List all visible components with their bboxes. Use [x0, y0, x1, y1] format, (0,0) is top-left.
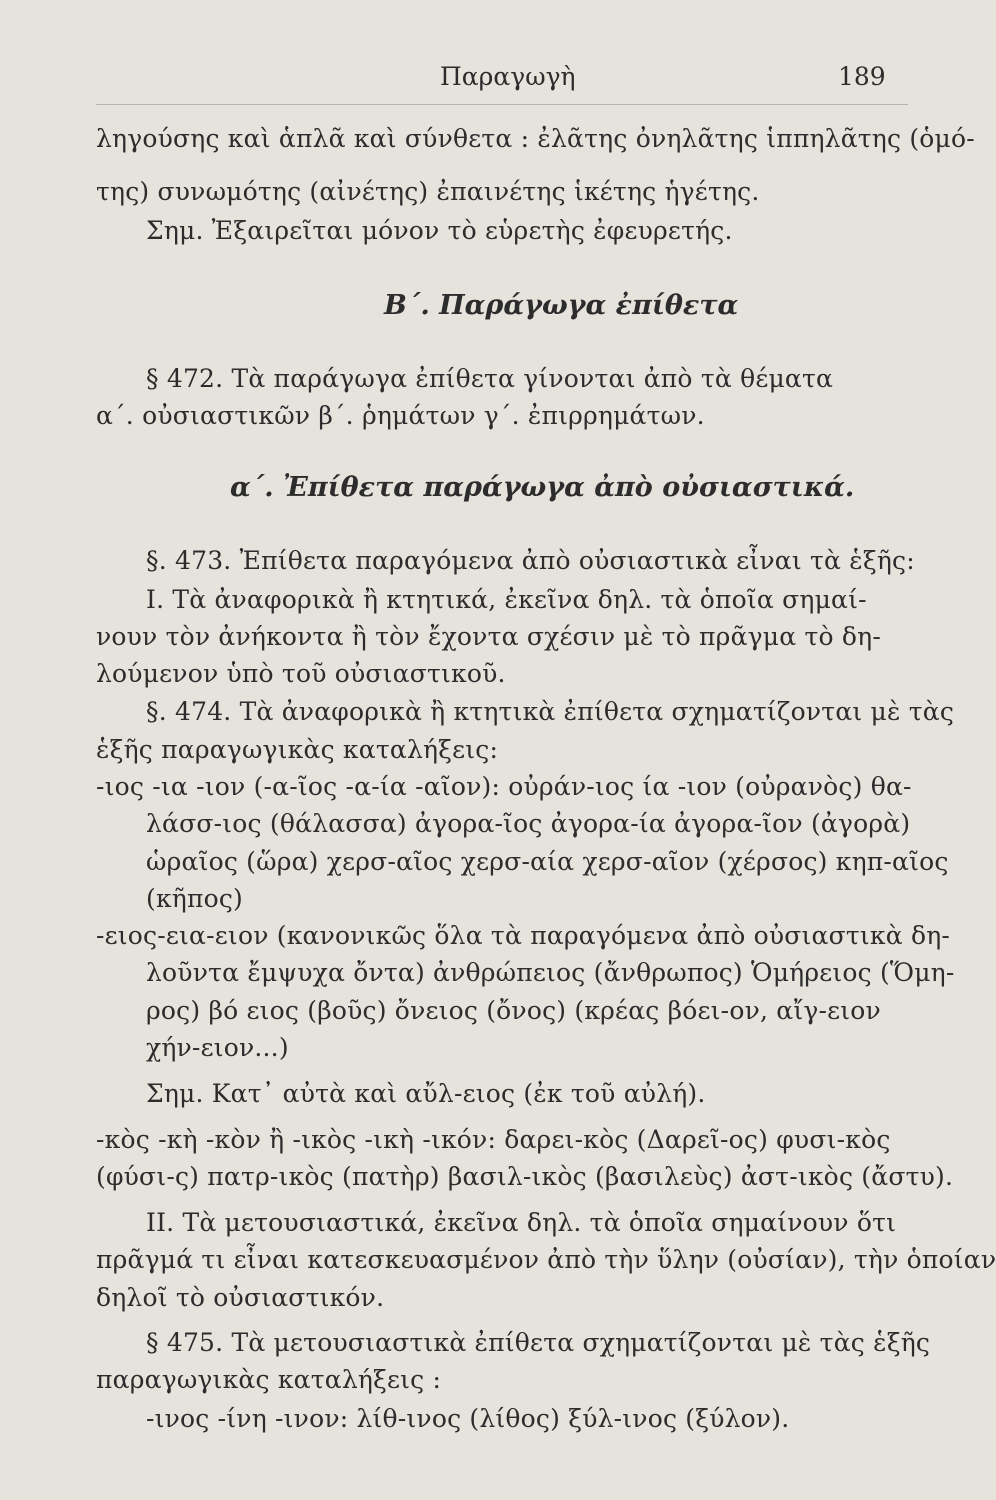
- text-line: νουν τὸν ἀνήκοντα ἢ τὸν ἔχοντα σχέσιν μὲ τὸ πρᾶγμα τὸ δη-: [96, 622, 881, 651]
- text-line: λούμενον ὑπὸ τοῦ οὐσιαστικοῦ.: [96, 659, 506, 688]
- text-line: ρος) βό ειος (βοῦς) ὄνειος (ὄνος) (κρέας βόει-ον, αἴγ-ειον: [146, 996, 881, 1025]
- text-line: χήν-ειον...): [146, 1033, 289, 1062]
- text-line: I. Τὰ ἀναφορικὰ ἢ κτητικά, ἐκεῖνα δηλ. τὰ ὁποῖα σημαί-: [146, 585, 867, 614]
- text-line: § 472. Τὰ παράγωγα ἐπίθετα γίνονται ἀπὸ τὰ θέματα: [146, 364, 834, 393]
- text-line: δηλοῖ τὸ οὐσιαστικόν.: [96, 1283, 385, 1312]
- text-line: λάσσ-ιος (θάλασσα) ἀγορα-ῖος ἀγορα-ία ἀγορα-ῖον (ἀγορὰ): [146, 809, 911, 838]
- subsection-heading: α΄. Ἐπίθετα παράγωγα ἀπὸ οὐσιαστικά.: [230, 472, 855, 503]
- page-number: 189: [838, 62, 886, 91]
- text-line: πρᾶγμά τι εἶναι κατεσκευασμένον ἀπὸ τὴν ὕλην (οὐσίαν), τὴν ὁποίαν: [96, 1245, 996, 1274]
- text-line: (κῆπος): [146, 884, 243, 913]
- text-line: ἑξῆς παραγωγικὰς καταλήξεις:: [96, 735, 499, 764]
- text-line: παραγωγικὰς καταλήξεις :: [96, 1365, 442, 1394]
- note-line: Σημ. Ἐξαιρεῖται μόνον τὸ εὑρετὴς ἐφευρετής.: [146, 216, 733, 245]
- text-line: της) συνωμότης (αἰνέτης) ἐπαινέτης ἱκέτης ἡγέτης.: [96, 177, 760, 206]
- text-line: -κὸς -κὴ -κὸν ἢ -ικὸς -ικὴ -ικόν: δαρει-κὸς (Δαρεῖ-ος) φυσι-κὸς: [96, 1125, 891, 1154]
- text-line: -ειος-εια-ειον (κανονικῶς ὅλα τὰ παραγόμενα ἀπὸ οὐσιαστικὰ δη-: [96, 921, 951, 950]
- note-line: Σημ. Κατ᾽ αὐτὰ καὶ αὔλ-ειος (ἐκ τοῦ αὐλή).: [146, 1079, 706, 1108]
- text-line: §. 473. Ἐπίθετα παραγόμενα ἀπὸ οὐσιαστικὰ εἶναι τὰ ἑξῆς:: [146, 546, 915, 575]
- text-line: -ινος -ίνη -ινον: λίθ-ινος (λίθος) ξύλ-ινος (ξύλον).: [146, 1404, 790, 1433]
- text-line: II. Τὰ μετουσιαστικά, ἐκεῖνα δηλ. τὰ ὁποῖα σημαίνουν ὅτι: [146, 1208, 897, 1237]
- text-line: -ιος -ια -ιον (-α-ῖος -α-ία -αῖον): οὐράν-ιος ία -ιον (οὐρανὸς) θα-: [96, 772, 912, 801]
- text-line: §. 474. Τὰ ἀναφορικὰ ἢ κτητικὰ ἐπίθετα σχηματίζονται μὲ τὰς: [146, 697, 955, 726]
- text-line: λοῦντα ἔμψυχα ὄντα) ἀνθρώπειος (ἄνθρωπος) Ὁμήρειος (Ὅμη-: [146, 958, 955, 987]
- text-line: α΄. οὐσιαστικῶν β΄. ῥημάτων γ΄. ἐπιρρημάτων.: [96, 401, 705, 430]
- text-line: ληγούσης καὶ ἁπλᾶ καὶ σύνθετα : ἐλᾶτης ὀνηλᾶτης ἱππηλᾶτης (ὁμό-: [96, 124, 975, 153]
- text-line: ὡραῖος (ὥρα) χερσ-αῖος χερσ-αία χερσ-αῖον (χέρσος) κηπ-αῖος: [146, 847, 949, 876]
- text-line: (φύσι-ς) πατρ-ικὸς (πατὴρ) βασιλ-ικὸς (βασιλεὺς) ἀστ-ικὸς (ἄστυ).: [96, 1162, 954, 1191]
- section-heading: Β΄. Παράγωγα ἐπίθετα: [384, 290, 739, 321]
- text-line: § 475. Τὰ μετουσιαστικὰ ἐπίθετα σχηματίζονται μὲ τὰς ἑξῆς: [146, 1328, 931, 1357]
- header-rule: [96, 104, 908, 105]
- running-header-title: Παραγωγὴ: [440, 62, 576, 91]
